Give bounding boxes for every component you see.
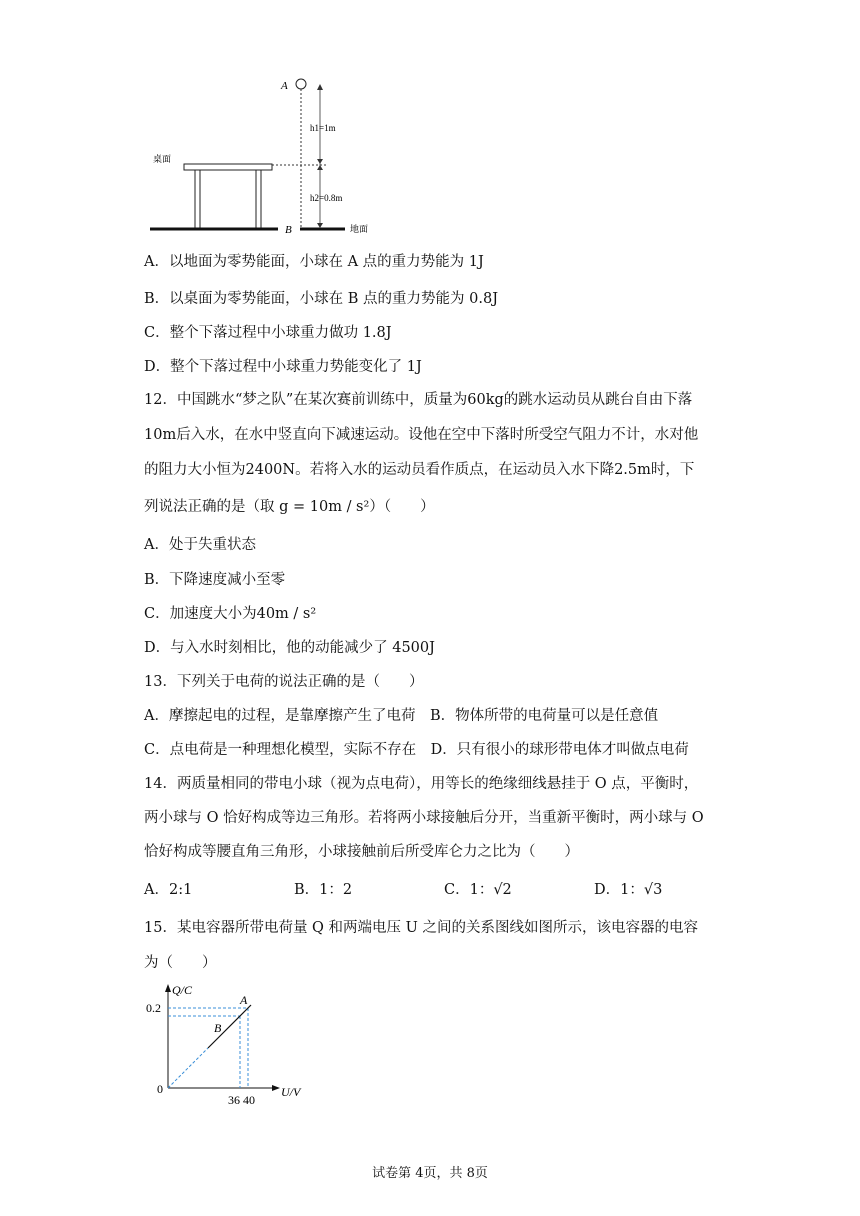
y-tick-label: 0.2 [146, 1001, 161, 1015]
desk-top [184, 164, 272, 170]
series-dashed-segment [168, 1048, 208, 1088]
q12-stem-line2: 10m后入水，在水中竖直向下减速运动。设他在空中下落时所受空气阻力不计，水对他 [144, 427, 699, 443]
q11-option-c: C．整个下落过程中小球重力做功 1.8J [144, 325, 392, 341]
page-footer: 试卷第 4页，共 8页 [372, 1166, 488, 1181]
q14-stem-line1: 14．两质量相同的带电小球（视为点电荷），用等长的绝缘细线悬挂于 O 点，平衡时， [144, 776, 699, 792]
q15-stem-line2: 为（ ） [144, 955, 217, 971]
x-tick-label: 36 [228, 1093, 240, 1107]
label-a: A [281, 80, 288, 92]
q14-stem-line3: 恰好构成等腰直角三角形，小球接触前后所受库仑力之比为（ ） [144, 844, 579, 860]
q12-stem-line4: 列说法正确的是（取 g = 10m / s²）（ ） [144, 499, 435, 515]
point-label-a: A [240, 993, 248, 1007]
x-tick-label: 40 [243, 1093, 255, 1107]
q12-stem-line3: 的阻力大小恒为2400N。若将入水的运动员看作质点，在运动员入水下降2.5m时，下 [144, 462, 695, 478]
q14-option-b: B．1：2 [294, 882, 353, 898]
point-label-b: B [214, 1021, 222, 1035]
desk-label: 桌面 [153, 155, 172, 165]
q13-options-row2: C．点电荷是一种理想化模型，实际不存在 D．只有很小的球形带电体才叫做点电荷 [144, 742, 689, 758]
h1-label: h1=1m [310, 123, 336, 133]
q14-options [144, 880, 662, 900]
q12-option-a: A．处于失重状态 [144, 537, 256, 553]
q11-option-b: B．以桌面为零势能面，小球在 B 点的重力势能为 0.8J [144, 291, 499, 307]
ground-label: 地面 [350, 225, 369, 235]
q14-stem-line2: 两小球与 O 恰好构成等边三角形。若将两小球接触后分开，当重新平衡时，两小球与 O [144, 810, 704, 826]
q14-option-d: D．1：√3 [594, 882, 663, 898]
ball-a [296, 79, 306, 89]
x-axis-label: U/V [281, 1085, 301, 1099]
q-u-chart [140, 980, 330, 1110]
q11-option-d: D．整个下落过程中小球重力势能变化了 1J [144, 359, 422, 375]
origin-label: 0 [157, 1082, 163, 1096]
q14-option-c: C．1：√2 [444, 882, 512, 898]
q13-stem: 13．下列关于电荷的说法正确的是（ ） [144, 674, 424, 690]
q15-stem-line1: 15．某电容器所带电荷量 Q 和两端电压 U 之间的关系图线如图所示，该电容器的电容 [144, 920, 698, 936]
q11-option-a: A．以地面为零势能面，小球在 A 点的重力势能为 1J [144, 254, 484, 270]
desk-ball-figure [150, 72, 390, 240]
q13-options-row1: A．摩擦起电的过程，是靠摩擦产生了电荷 B．物体所带的电荷量可以是任意值 [144, 708, 659, 724]
q12-option-b: B．下降速度减小至零 [144, 572, 286, 588]
q12-stem-line1: 12．中国跳水“梦之队”在某次赛前训练中，质量为60kg的跳水运动员从跳台自由下落 [144, 392, 693, 408]
q12-option-c: C．加速度大小为40m / s² [144, 606, 317, 622]
y-axis-label: Q/C [172, 983, 193, 997]
h2-label: h2=0.8m [310, 193, 343, 203]
q14-option-a: A．2:1 [144, 882, 193, 898]
label-b: B [285, 224, 292, 236]
q12-option-d: D．与入水时刻相比，他的动能减少了 4500J [144, 640, 435, 656]
